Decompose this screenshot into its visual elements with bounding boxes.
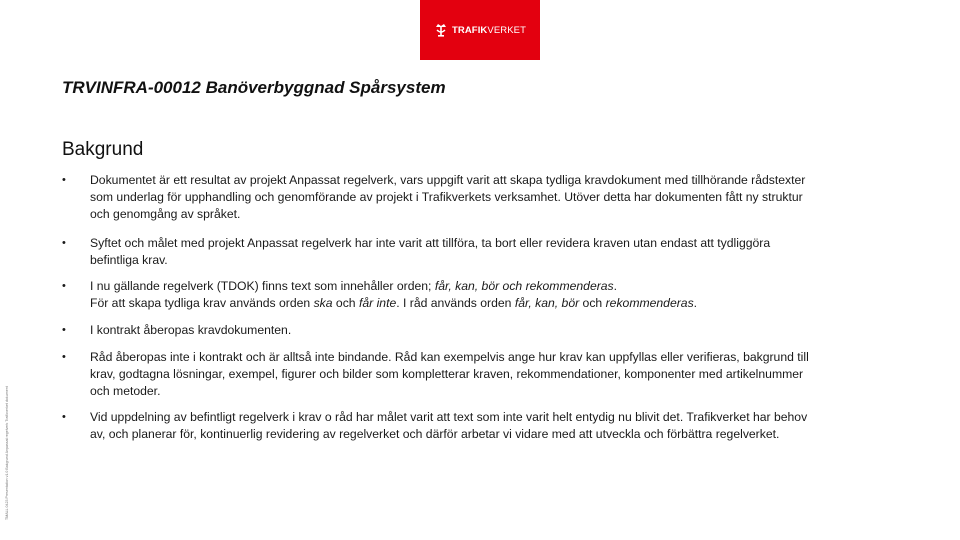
- italic-run: får, kan, bör: [514, 296, 580, 311]
- bullet-item: [62, 172, 822, 224]
- bullet-item: [62, 349, 822, 401]
- bullet-item: [62, 278, 822, 312]
- italic-run: får inte: [358, 296, 397, 311]
- bullet-item: [62, 235, 822, 269]
- text-run: För att skapa tydliga krav används orden: [90, 296, 314, 311]
- document-title: TRVINFRA-00012 Banöverbyggnad Spårsystem: [62, 78, 446, 97]
- bullet-text: Dokumentet är ett resultat av projekt Anpassat regelverk, vars uppgift varit att skapa tydliga kravdokument med tillhörande rådstexter som underlag för upphandling och genomförande av projekt i Trafikverkets verksamhet. Utöver detta har dokumenten fått ny struktur och genomgång av språket.: [90, 173, 806, 222]
- bullet-text: Syftet och målet med projekt Anpassat regelverk har inte varit att tillföra, ta bort eller revidera kraven utan endast att tydliggöra befintliga krav.: [90, 235, 771, 267]
- text-run: I nu gällande regelverk (TDOK) finns text som innehåller orden;: [90, 279, 435, 294]
- bullet-dot: •: [62, 280, 66, 293]
- bullet-dot: •: [62, 324, 66, 337]
- text-run: .: [693, 296, 698, 311]
- side-footer-text: TMALL 0423 Presentation v1.0 Bakgrund Anpassat regelverk Trafikverket dokument: [5, 386, 9, 520]
- section-heading: Bakgrund: [62, 139, 144, 160]
- bullet-dot: •: [62, 411, 66, 424]
- bullet-item: [62, 409, 822, 443]
- italic-run: får, kan, bör och rekommenderas: [434, 279, 614, 294]
- bullet-list: [62, 172, 822, 444]
- crown-icon: [434, 22, 448, 38]
- bullet-dot: •: [62, 350, 66, 363]
- trafikverket-logo: [420, 0, 540, 60]
- logo-content: [434, 22, 526, 38]
- bullet-text-line-1: [90, 278, 822, 295]
- bullet-text: Vid uppdelning av befintligt regelverk i krav o råd har målet varit att text som inte varit helt entydig nu blivit det. Trafikverket har behov av, och planerar för, kontinuerlig revidering av regelverket och därför arbetar vi vidare med att utveckla och förbättra regelverket.: [90, 410, 808, 442]
- text-run: och: [332, 296, 359, 311]
- italic-run: rekommenderas: [605, 296, 694, 311]
- bullet-text: I kontrakt åberopas kravdokumenten.: [90, 323, 292, 338]
- bullet-dot: •: [62, 174, 66, 186]
- italic-run: ska: [313, 296, 333, 311]
- bullet-dot: •: [62, 236, 66, 249]
- bullet-item: [62, 322, 822, 339]
- logo-wordmark: [452, 25, 526, 36]
- logo-name-bold: TRAFIK: [451, 24, 488, 36]
- text-run: och: [579, 296, 606, 311]
- text-run: . I råd används orden: [396, 296, 515, 311]
- bullet-text: Råd åberopas inte i kontrakt och är alltså inte bindande. Råd kan exempelvis ange hur krav kan uppfyllas eller verifieras, bakgrund till krav, godtagna lösningar, exempel, figurer och bilder som kompletterar kraven, rekommendationer, komponenter med artikelnummer och metoder.: [90, 349, 809, 399]
- bullet-text-line-2: [90, 295, 822, 312]
- text-run: .: [613, 279, 618, 294]
- logo-name-light: VERKET: [487, 24, 527, 36]
